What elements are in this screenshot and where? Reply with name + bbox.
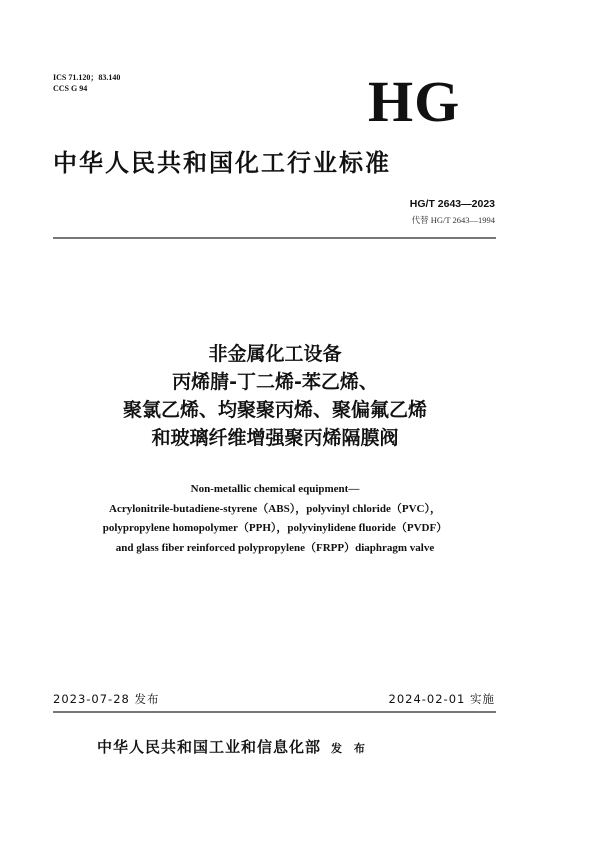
- issue-date: 2023-07-28 发布: [53, 692, 160, 706]
- publish-label: 发 布: [331, 742, 369, 755]
- ics-code: ICS 71.120；83.140: [53, 73, 121, 82]
- en-title-line: and glass fiber reinforced polypropylene（FRPP）diaphragm valve: [115, 541, 435, 554]
- en-title-line: polypropylene homopolymer（PPH），polyvinylidene fluoride（PVDF）: [102, 522, 448, 534]
- en-title-line: Non-metallic chemical equipment—: [190, 483, 360, 495]
- replaces-standard: 代替 HG/T 2643—1994: [411, 215, 495, 225]
- en-title-line: Acrylonitrile-butadiene-styrene（ABS），polyvinyl chloride（PVC），: [109, 502, 441, 515]
- top-divider: [53, 237, 496, 239]
- bottom-divider: [53, 711, 496, 713]
- publisher-name: 中华人民共和国工业和信息化部: [97, 738, 322, 756]
- cn-title-line: 丙烯腈-丁二烯-苯乙烯、: [172, 371, 378, 393]
- standard-number: HG/T 2643—2023: [409, 198, 495, 210]
- classification-codes: [53, 72, 120, 94]
- chinese-title: [0, 340, 550, 452]
- cn-title-line: 和玻璃纤维增强聚丙烯隔膜阀: [151, 427, 399, 449]
- hg-logo: HG: [368, 69, 461, 134]
- publisher: [97, 736, 369, 757]
- cn-title-line: 非金属化工设备: [208, 343, 342, 365]
- implementation-date: 2024-02-01 实施: [388, 692, 495, 706]
- ccs-code: CCS G 94: [53, 84, 88, 93]
- english-title: [0, 480, 550, 558]
- industry-standard-heading: 中华人民共和国化工行业标准: [53, 149, 391, 177]
- cn-title-line: 聚氯乙烯、均聚聚丙烯、聚偏氟乙烯: [122, 399, 427, 421]
